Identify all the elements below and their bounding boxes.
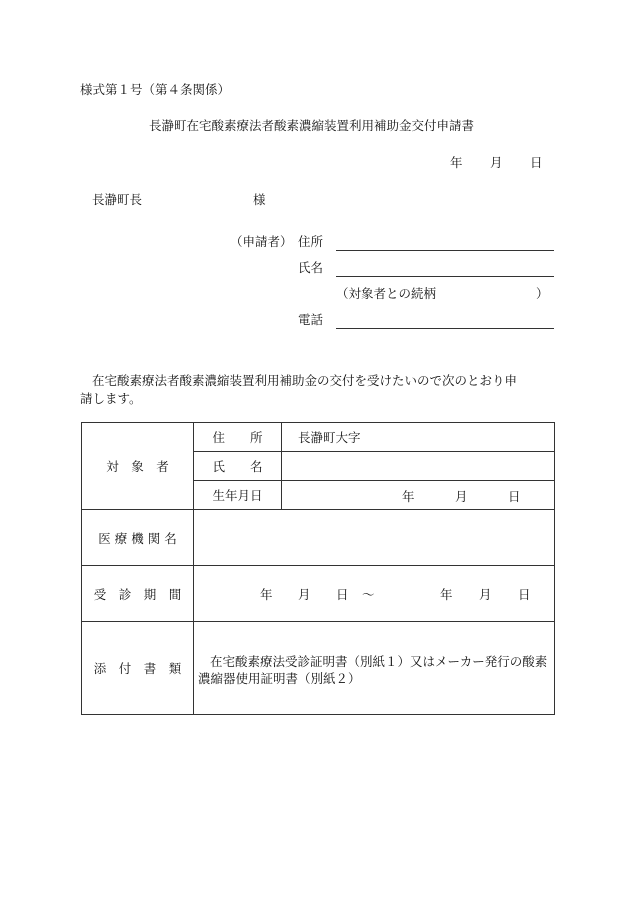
attachments-text-line-2: 濃縮器使用証明書（別紙２） bbox=[198, 671, 361, 686]
addressee-name: 長瀞町長 bbox=[92, 192, 143, 207]
period-tilde: ～ bbox=[362, 587, 375, 602]
body-text-line-1: 在宅酸素療法者酸素濃縮装置利用補助金の交付を受けたいので次のとおり申 bbox=[92, 373, 518, 388]
attachments-label-cell bbox=[82, 622, 194, 715]
date-day-label: 日 bbox=[530, 155, 543, 170]
attachments-label: 添 付 書 類 bbox=[93, 661, 182, 676]
applicant-address-field[interactable] bbox=[336, 250, 554, 251]
date-year-label: 年 bbox=[450, 155, 463, 170]
applicant-phone-field[interactable] bbox=[336, 328, 554, 329]
application-table bbox=[81, 422, 555, 715]
period-month-1: 月 bbox=[298, 587, 311, 602]
period-year-1: 年 bbox=[260, 587, 273, 602]
applicant-label: （申請者） bbox=[230, 234, 293, 249]
period-label-cell bbox=[82, 566, 194, 622]
name-value-cell[interactable] bbox=[282, 452, 555, 481]
birthdate-day-label: 日 bbox=[508, 489, 521, 504]
period-month-2: 月 bbox=[479, 587, 492, 602]
table-row bbox=[82, 566, 555, 622]
address-label-cell bbox=[194, 423, 282, 452]
birthdate-year-label: 年 bbox=[402, 489, 415, 504]
period-label: 受 診 期 間 bbox=[93, 586, 182, 602]
date-month-label: 月 bbox=[490, 155, 503, 170]
applicant-phone-label: 電話 bbox=[298, 312, 324, 327]
attachments-text-line-1: 在宅酸素療法受診証明書（別紙１）又はメーカー発行の酸素 bbox=[210, 654, 548, 669]
name-label: 氏 名 bbox=[212, 459, 263, 474]
addressee-honorific: 様 bbox=[253, 192, 266, 207]
address-label: 住 所 bbox=[212, 430, 263, 445]
applicant-name-field[interactable] bbox=[336, 276, 554, 277]
attachments-value-cell bbox=[194, 622, 555, 715]
applicant-name-label: 氏名 bbox=[298, 260, 324, 275]
birthdate-value-cell[interactable] bbox=[282, 481, 555, 510]
institution-label-cell bbox=[82, 510, 194, 566]
address-value: 長瀞町大字 bbox=[298, 430, 361, 445]
relationship-open: （対象者との続柄 bbox=[336, 286, 437, 301]
relationship-close: ） bbox=[536, 286, 549, 301]
period-value-cell[interactable] bbox=[194, 566, 555, 622]
birthdate-month-label: 月 bbox=[455, 489, 468, 504]
period-year-2: 年 bbox=[440, 587, 453, 602]
period-day-1: 日 bbox=[336, 587, 349, 602]
applicant-address-label: 住所 bbox=[298, 234, 324, 249]
page-title: 長瀞町在宅酸素療法者酸素濃縮装置利用補助金交付申請書 bbox=[149, 118, 475, 133]
table-row bbox=[82, 622, 555, 715]
form-number: 様式第１号（第４条関係） bbox=[80, 82, 231, 97]
subject-label: 対 象 者 bbox=[106, 459, 169, 474]
table-row bbox=[82, 423, 555, 452]
institution-label: 医 療 機 関 名 bbox=[98, 530, 177, 546]
body-text-line-2: 請します。 bbox=[80, 391, 142, 406]
birthdate-label-cell bbox=[194, 481, 282, 510]
birthdate-label: 生年月日 bbox=[212, 488, 263, 503]
table-row bbox=[82, 510, 555, 566]
name-label-cell bbox=[194, 452, 282, 481]
institution-value-cell[interactable] bbox=[194, 510, 555, 566]
address-value-cell[interactable] bbox=[282, 423, 555, 452]
period-day-2: 日 bbox=[518, 587, 531, 602]
subject-label-cell bbox=[82, 423, 194, 510]
